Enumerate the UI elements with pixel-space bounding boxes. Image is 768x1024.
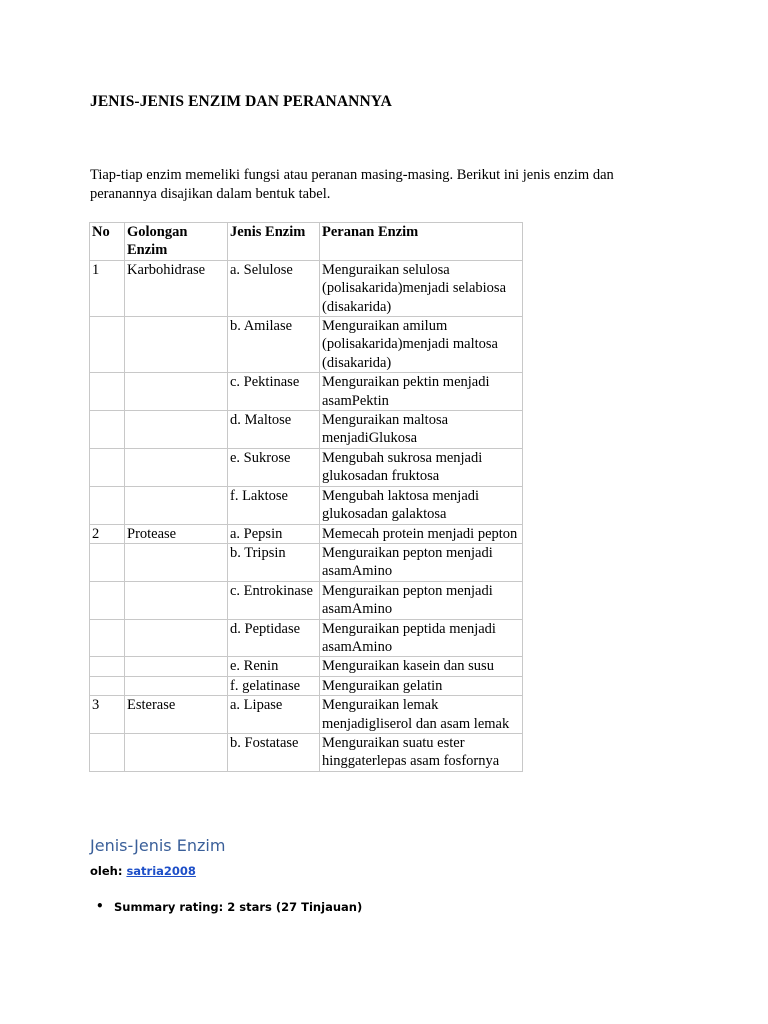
table-row xyxy=(90,317,523,373)
cell-no xyxy=(90,317,125,373)
enzyme-table-body xyxy=(90,223,523,772)
cell-peranan: Menguraikan pepton menjadi asamAmino xyxy=(320,543,523,581)
table-header-row xyxy=(90,223,523,261)
cell-peranan: Menguraikan maltosa menjadiGlukosa xyxy=(320,411,523,449)
cell-no xyxy=(90,676,125,695)
table-row xyxy=(90,619,523,657)
cell-peranan: Memecah protein menjadi pepton xyxy=(320,524,523,543)
table-row xyxy=(90,448,523,486)
table-row xyxy=(90,581,523,619)
cell-no xyxy=(90,373,125,411)
table-row xyxy=(90,543,523,581)
cell-golongan xyxy=(125,486,228,524)
cell-golongan: Karbohidrase xyxy=(125,260,228,316)
cell-golongan xyxy=(125,373,228,411)
table-row xyxy=(90,411,523,449)
cell-golongan xyxy=(125,448,228,486)
table-row xyxy=(90,733,523,771)
header-golongan: Golongan Enzim xyxy=(125,223,228,261)
cell-golongan xyxy=(125,317,228,373)
intro-paragraph: Tiap-tiap enzim memeliki fungsi atau peranan masing-masing. Berikut ini jenis enzim dan peranannya disajikan dalam bentuk tabel. xyxy=(90,167,614,202)
rating-text: Summary rating: 2 stars (27 Tinjauan) xyxy=(114,900,363,914)
cell-golongan xyxy=(125,676,228,695)
cell-golongan: Protease xyxy=(125,524,228,543)
header-no: No xyxy=(90,223,125,261)
cell-peranan: Menguraikan pepton menjadi asamAmino xyxy=(320,581,523,619)
cell-golongan xyxy=(125,619,228,657)
cell-jenis: b. Fostatase xyxy=(228,733,320,771)
table-row xyxy=(90,524,523,543)
table-row xyxy=(90,657,523,676)
cell-no xyxy=(90,448,125,486)
table-row xyxy=(90,696,523,734)
cell-no xyxy=(90,486,125,524)
cell-peranan: Menguraikan lemak menjadigliserol dan asam lemak xyxy=(320,696,523,734)
cell-peranan: Menguraikan gelatin xyxy=(320,676,523,695)
enzyme-table xyxy=(89,222,523,772)
cell-peranan: Mengubah laktosa menjadi glukosadan galaktosa xyxy=(320,486,523,524)
cell-peranan: Mengubah sukrosa menjadi glukosadan fruktosa xyxy=(320,448,523,486)
cell-no xyxy=(90,657,125,676)
author-line xyxy=(90,864,196,878)
cell-jenis: a. Pepsin xyxy=(228,524,320,543)
cell-jenis: d. Peptidase xyxy=(228,619,320,657)
cell-jenis: a. Selulose xyxy=(228,260,320,316)
bullet-icon: • xyxy=(96,899,104,913)
cell-jenis: e. Sukrose xyxy=(228,448,320,486)
rating-list xyxy=(96,899,363,914)
cell-golongan xyxy=(125,581,228,619)
cell-no: 1 xyxy=(90,260,125,316)
cell-no: 2 xyxy=(90,524,125,543)
cell-jenis: a. Lipase xyxy=(228,696,320,734)
cell-jenis: d. Maltose xyxy=(228,411,320,449)
header-jenis: Jenis Enzim xyxy=(228,223,320,261)
table-row xyxy=(90,486,523,524)
cell-peranan: Menguraikan amilum (polisakarida)menjadi maltosa (disakarida) xyxy=(320,317,523,373)
table-row xyxy=(90,676,523,695)
cell-peranan: Menguraikan peptida menjadi asamAmino xyxy=(320,619,523,657)
header-peranan: Peranan Enzim xyxy=(320,223,523,261)
cell-jenis: b. Tripsin xyxy=(228,543,320,581)
cell-peranan: Menguraikan selulosa (polisakarida)menjadi selabiosa (disakarida) xyxy=(320,260,523,316)
cell-jenis: c. Entrokinase xyxy=(228,581,320,619)
cell-peranan: Menguraikan pektin menjadi asamPektin xyxy=(320,373,523,411)
cell-jenis: c. Pektinase xyxy=(228,373,320,411)
cell-peranan: Menguraikan kasein dan susu xyxy=(320,657,523,676)
table-row xyxy=(90,373,523,411)
cell-no xyxy=(90,543,125,581)
cell-jenis: b. Amilase xyxy=(228,317,320,373)
cell-no xyxy=(90,411,125,449)
page-title: JENIS-JENIS ENZIM DAN PERANANNYA xyxy=(90,93,392,110)
cell-golongan xyxy=(125,543,228,581)
cell-no: 3 xyxy=(90,696,125,734)
article-heading: Jenis-Jenis Enzim xyxy=(90,836,226,855)
cell-golongan: Esterase xyxy=(125,696,228,734)
rating-item xyxy=(96,899,363,914)
cell-golongan xyxy=(125,733,228,771)
cell-no xyxy=(90,581,125,619)
cell-golongan xyxy=(125,657,228,676)
cell-no xyxy=(90,733,125,771)
author-prefix: oleh: xyxy=(90,864,127,878)
author-link[interactable]: satria2008 xyxy=(126,864,196,878)
cell-peranan: Menguraikan suatu ester hinggaterlepas asam fosfornya xyxy=(320,733,523,771)
cell-jenis: e. Renin xyxy=(228,657,320,676)
cell-jenis: f. gelatinase xyxy=(228,676,320,695)
cell-no xyxy=(90,619,125,657)
cell-golongan xyxy=(125,411,228,449)
cell-jenis: f. Laktose xyxy=(228,486,320,524)
table-row xyxy=(90,260,523,316)
